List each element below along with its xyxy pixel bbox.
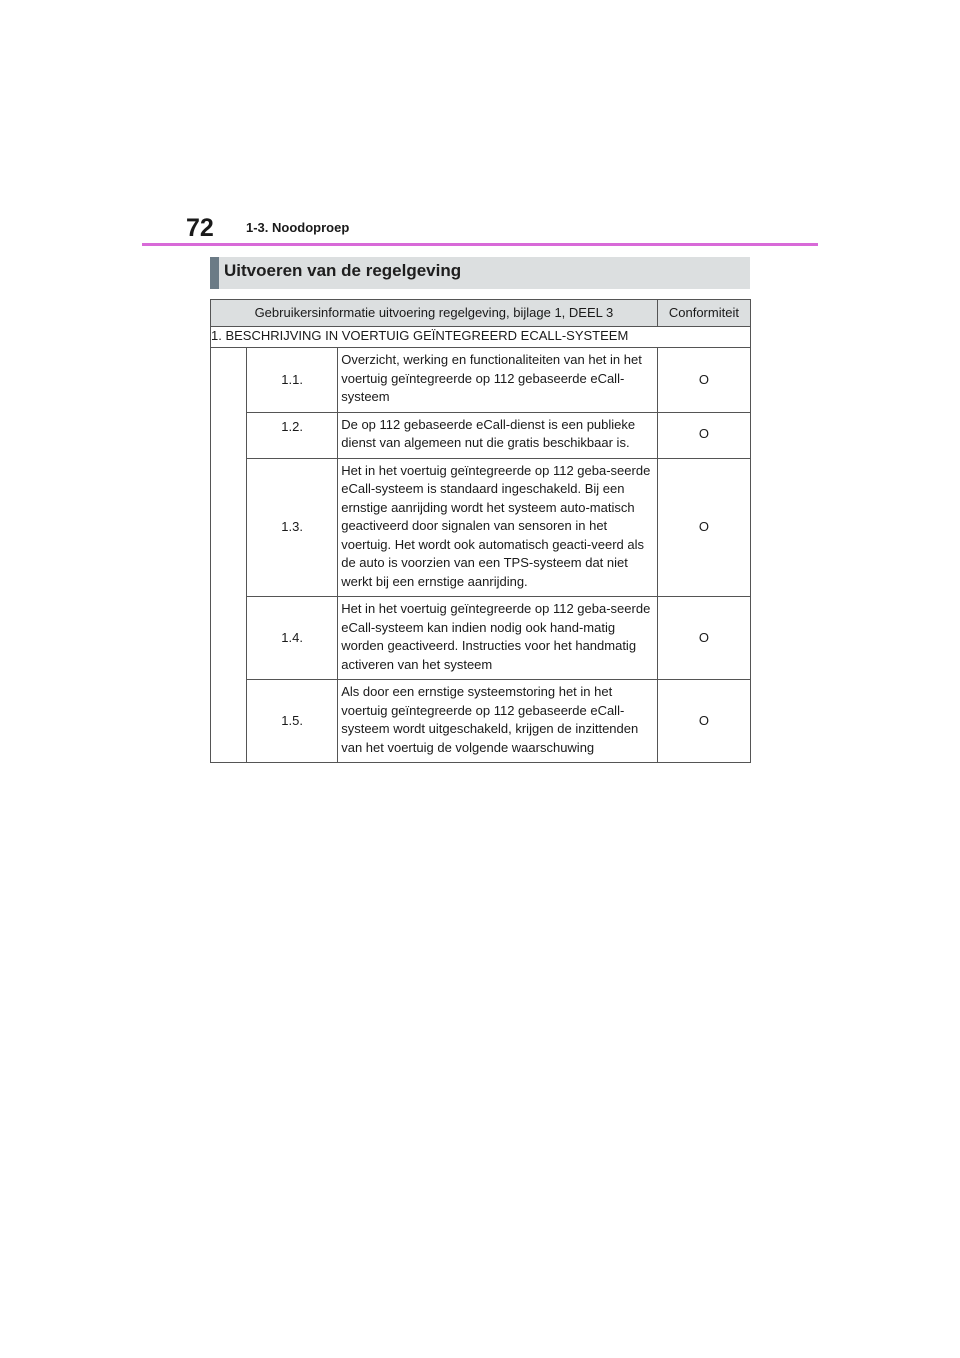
- table-section-row: [211, 327, 751, 348]
- row-number: 1.3.: [247, 458, 338, 597]
- section-title-cell: 1. BESCHRIJVING IN VOERTUIG GEÏNTEGREERD ECALL-SYSTEEM: [211, 327, 751, 348]
- table-row: [211, 412, 751, 458]
- row-conformity: O: [657, 597, 750, 680]
- row-number: 1.2.: [247, 412, 338, 458]
- row-conformity: O: [657, 458, 750, 597]
- row-number: 1.1.: [247, 348, 338, 413]
- row-number: 1.4.: [247, 597, 338, 680]
- page-number: 72: [186, 214, 214, 242]
- regulation-table: [210, 299, 751, 763]
- section-heading-bar: [210, 257, 750, 289]
- table-header-row: [211, 300, 751, 327]
- table-row: [211, 348, 751, 413]
- table-row: [211, 458, 751, 597]
- heading-accent-bar: [210, 257, 219, 289]
- row-conformity: O: [657, 680, 750, 763]
- section-heading: Uitvoeren van de regelgeving: [224, 261, 462, 280]
- row-conformity: O: [657, 412, 750, 458]
- row-text: Het in het voertuig geïntegreerde op 112 geba-seerde eCall-systeem is standaard ingeschakeld. Bij een ernstige aanrijding wordt het systeem auto-matisch geactiveerd door signalen van sensoren in het voertuig. Het wordt ook automatisch geacti-veerd als de auto is voorzien van een TPS-systeem dat niet werkt bij een ernstige aanrijding.: [338, 458, 658, 597]
- table-row: [211, 597, 751, 680]
- row-text: Overzicht, werking en functionaliteiten van het in het voertuig geïntegreerde op 112 gebaseerde eCall-systeem: [338, 348, 658, 413]
- header-divider: [142, 243, 818, 246]
- column-header-info: Gebruikersinformatie uitvoering regelgeving, bijlage 1, DEEL 3: [211, 300, 658, 327]
- row-conformity: O: [657, 348, 750, 413]
- row-text: De op 112 gebaseerde eCall-dienst is een publieke dienst van algemeen nut die gratis beschikbaar is.: [338, 412, 658, 458]
- row-text: Als door een ernstige systeemstoring het in het voertuig geïntegreerde op 112 gebaseerde eCall-systeem wordt uitgeschakeld, krijgen de inzittenden van het voertuig de volgende waarschuwing: [338, 680, 658, 763]
- section-title: 1-3. Noodoproep: [246, 220, 350, 235]
- row-number: 1.5.: [247, 680, 338, 763]
- table-row: [211, 680, 751, 763]
- column-header-conformity: Conformiteit: [657, 300, 750, 327]
- row-text: Het in het voertuig geïntegreerde op 112 geba-seerde eCall-systeem kan indien nodig ook hand-matig worden geactiveerd. Instructies voor het handmatig activeren van het systeem: [338, 597, 658, 680]
- indent-cell: [211, 348, 247, 763]
